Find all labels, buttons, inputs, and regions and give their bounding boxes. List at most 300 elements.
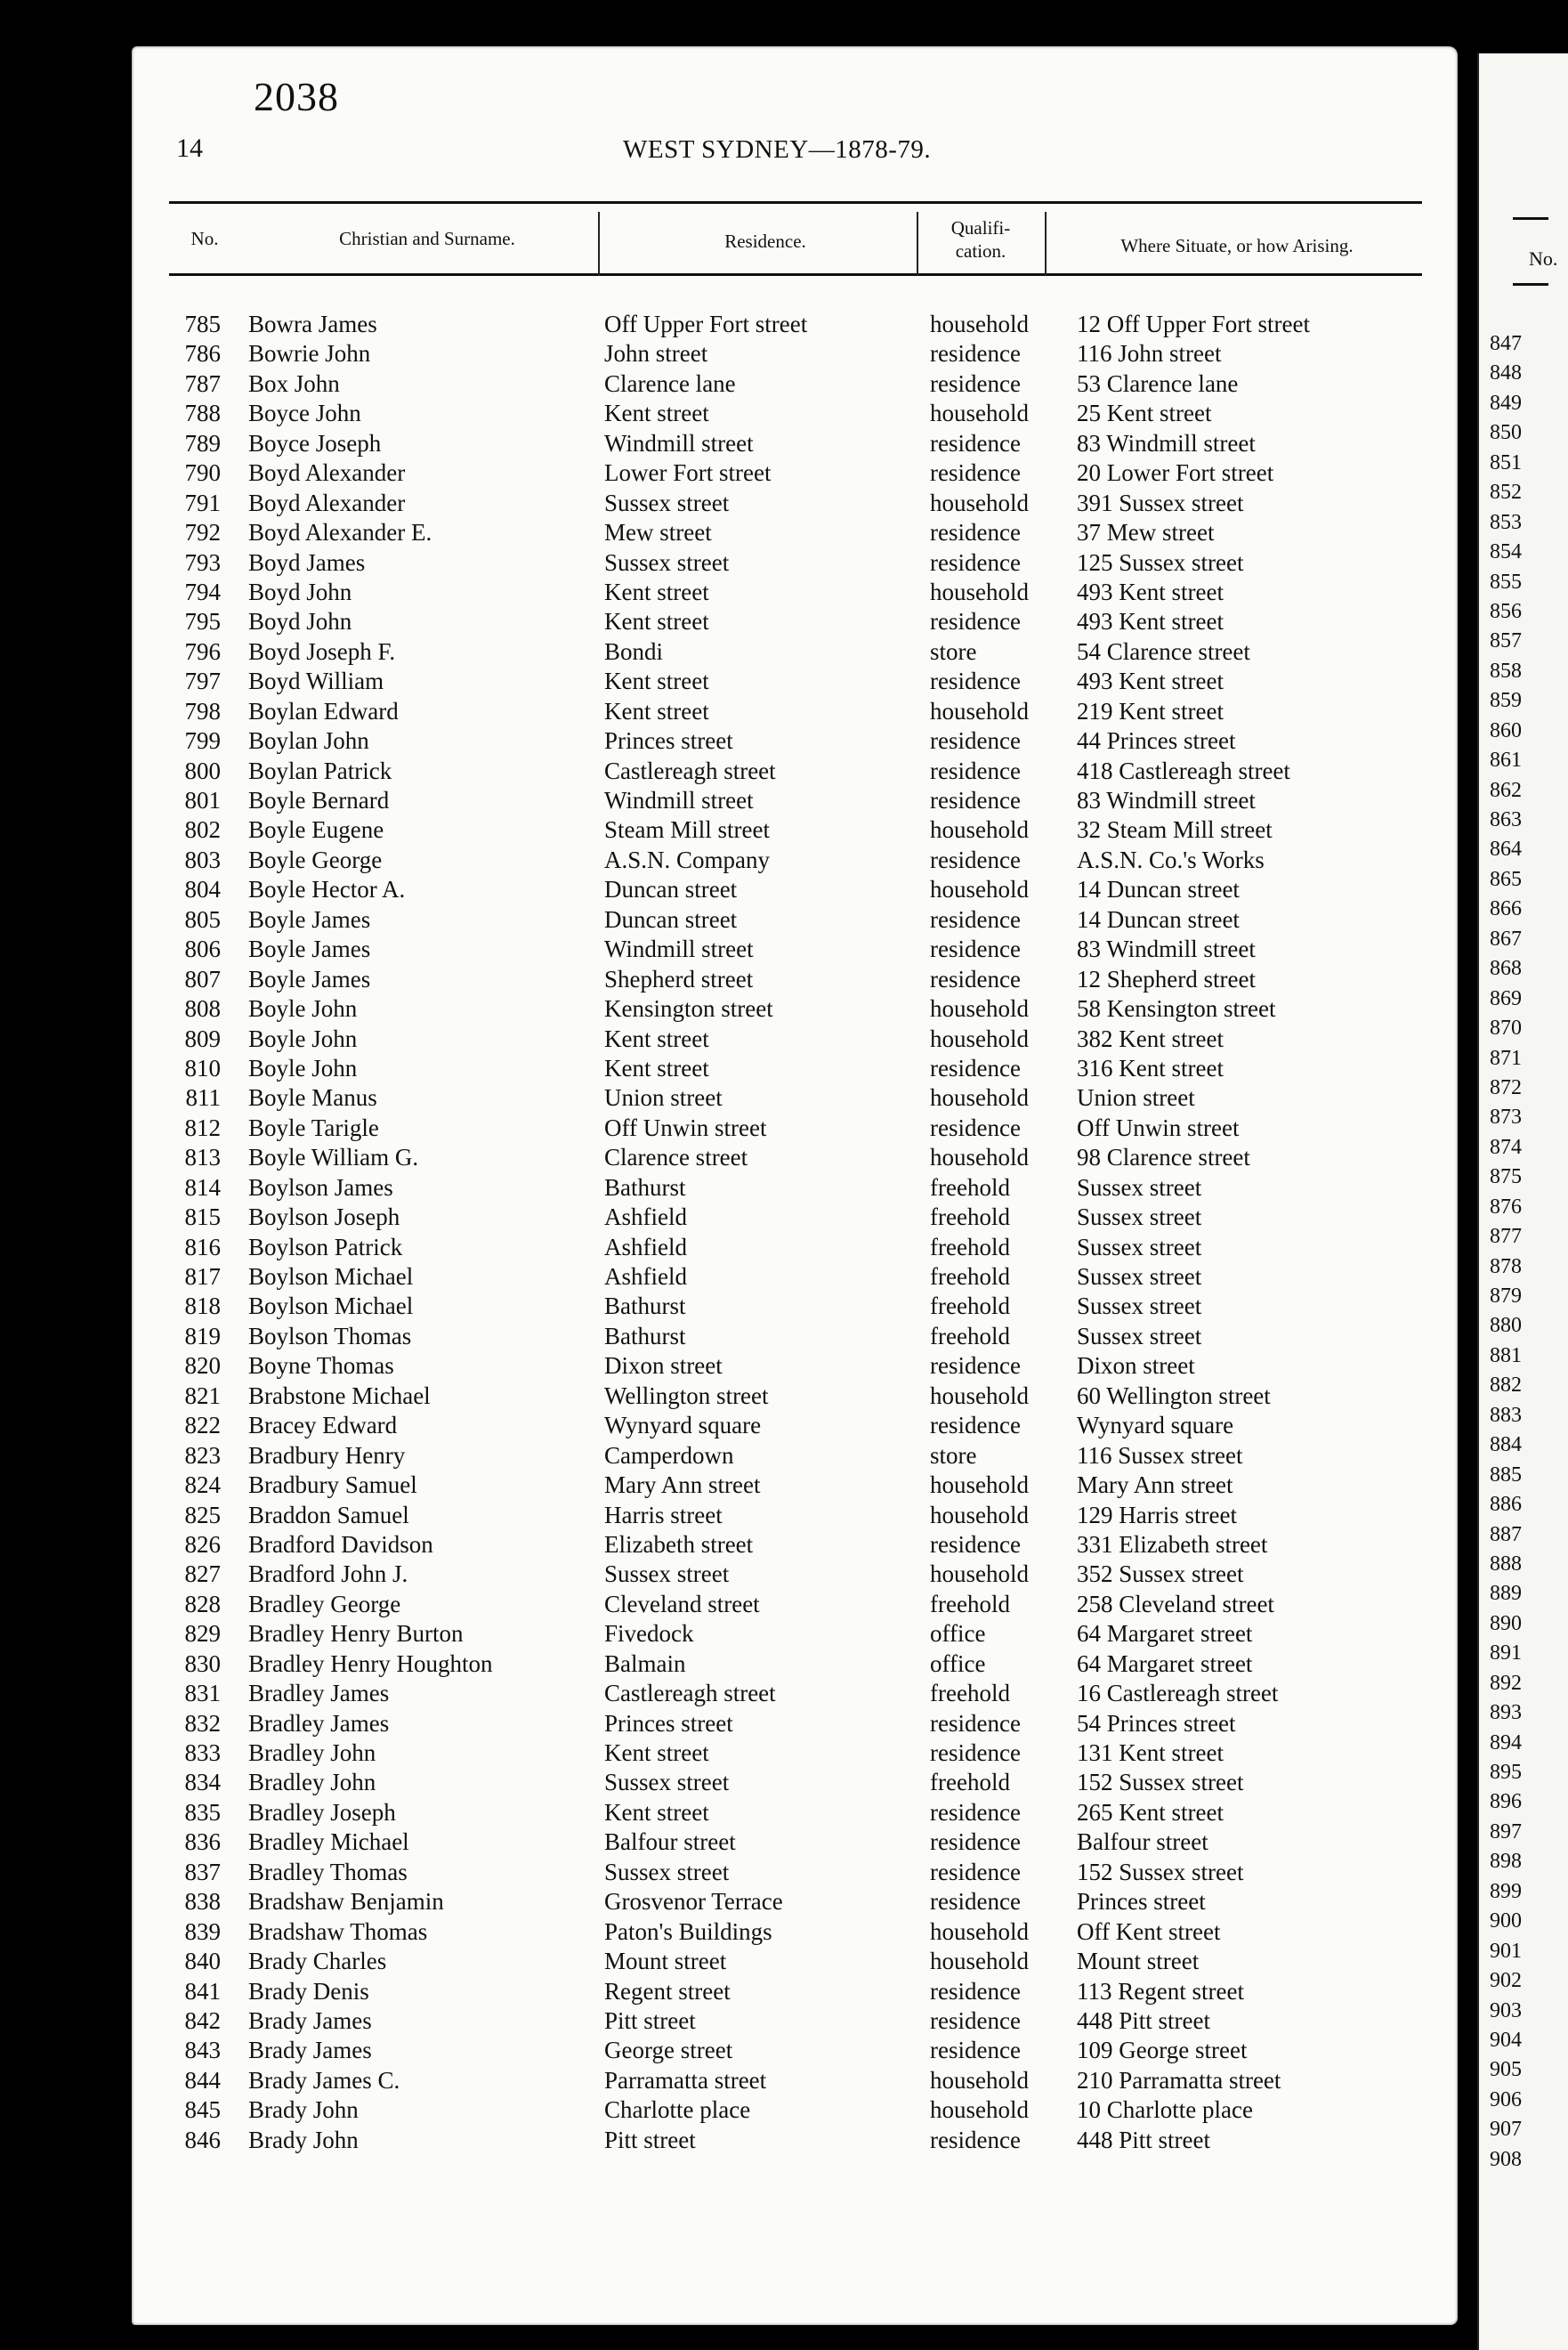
adjacent-row xyxy=(0,717,1545,746)
entry-number: 846 xyxy=(184,2126,221,2153)
adjacent-row xyxy=(0,1252,1545,1282)
adjacent-row xyxy=(0,895,1545,924)
adjacent-entry-number: 864 xyxy=(1490,838,1522,862)
adjacent-row xyxy=(0,538,1545,567)
voter-name: Bradley James xyxy=(248,1680,390,1707)
entry-number: 841 xyxy=(184,1977,221,2005)
adjacent-entry-number: 868 xyxy=(1490,957,1522,981)
adjacent-row xyxy=(0,449,1545,478)
residence: Wynyard square xyxy=(604,1412,762,1439)
voter-name: Boyd Alexander xyxy=(248,459,406,487)
voter-name: Bradley Henry Houghton xyxy=(248,1649,493,1677)
adjacent-entry-number: 872 xyxy=(1490,1075,1522,1099)
where-situate: 10 Charlotte place xyxy=(1077,2096,1253,2124)
residence: Sussex street xyxy=(604,1769,730,1796)
header-residence: Residence. xyxy=(724,231,806,252)
entry-number: 807 xyxy=(184,965,221,993)
qualification: freehold xyxy=(930,1203,1010,1231)
qualification: freehold xyxy=(930,1173,1010,1201)
where-situate: Mount street xyxy=(1077,1948,1200,1975)
adjacent-entry-number: 895 xyxy=(1490,1761,1522,1784)
voter-name: Boyle Bernard xyxy=(248,787,390,814)
entry-number: 835 xyxy=(184,1798,221,1826)
adjacent-row xyxy=(0,329,1545,359)
adjacent-entry-number: 886 xyxy=(1490,1493,1522,1517)
qualification: residence xyxy=(930,1888,1021,1916)
voter-name: Boylan John xyxy=(248,727,369,755)
entry-number: 803 xyxy=(184,846,221,873)
entry-number: 840 xyxy=(184,1948,221,1975)
entry-number: 821 xyxy=(184,1382,221,1409)
where-situate: 258 Cleveland street xyxy=(1077,1590,1274,1617)
where-situate: 116 John street xyxy=(1077,340,1222,368)
residence: Windmill street xyxy=(604,429,754,457)
entry-number: 802 xyxy=(184,816,221,844)
qualification: household xyxy=(930,2066,1029,2094)
adjacent-entry-number: 898 xyxy=(1490,1850,1522,1874)
adjacent-entry-number: 885 xyxy=(1490,1463,1522,1487)
voter-name: Bradley George xyxy=(248,1590,401,1617)
entry-number: 787 xyxy=(184,369,221,397)
adjacent-row xyxy=(0,568,1545,597)
voter-name: Brady James C. xyxy=(248,2066,400,2094)
qualification: freehold xyxy=(930,1263,1010,1290)
qualification: residence xyxy=(930,668,1021,695)
qualification: freehold xyxy=(930,1233,1010,1260)
voter-name: Brady James xyxy=(248,2006,372,2034)
adjacent-entry-number: 874 xyxy=(1490,1135,1522,1159)
adjacent-row xyxy=(0,2055,1545,2085)
adjacent-entry-number: 878 xyxy=(1490,1254,1522,1278)
where-situate: 98 Clarence street xyxy=(1077,1144,1250,1171)
header-where: Where Situate, or how Arising. xyxy=(1120,235,1354,256)
qualification: residence xyxy=(930,1054,1021,1082)
qualification: residence xyxy=(930,2037,1021,2064)
qualification: residence xyxy=(930,1798,1021,1826)
residence: Dixon street xyxy=(604,1352,723,1380)
adjacent-row xyxy=(0,1579,1545,1609)
adjacent-entry-number: 893 xyxy=(1490,1701,1522,1725)
qualification: residence xyxy=(930,548,1021,576)
entry-number: 790 xyxy=(184,459,221,487)
adjacent-row xyxy=(0,627,1545,656)
adjacent-entry-number: 902 xyxy=(1490,1969,1522,1993)
where-situate: Off Kent street xyxy=(1077,1917,1221,1945)
adjacent-row xyxy=(0,1371,1545,1400)
residence: Sussex street xyxy=(604,1858,730,1885)
voter-name: Boyd Alexander xyxy=(248,489,406,516)
adjacent-entry-numbers xyxy=(0,329,1545,2175)
residence: Grosvenor Terrace xyxy=(604,1888,783,1916)
header-qualification: Qualifi- cation. xyxy=(950,217,1011,262)
adjacent-header-rule-top xyxy=(1513,217,1548,220)
qualification: residence xyxy=(930,936,1021,963)
where-situate: 14 Duncan street xyxy=(1077,876,1240,904)
entry-number: 794 xyxy=(184,578,221,605)
where-situate: 152 Sussex street xyxy=(1077,1858,1244,1885)
adjacent-row xyxy=(0,1341,1545,1371)
voter-name: Boyd John xyxy=(248,578,352,605)
adjacent-row xyxy=(0,1520,1545,1550)
residence: Clarence lane xyxy=(604,369,736,397)
adjacent-entry-number: 888 xyxy=(1490,1552,1522,1576)
where-situate: 60 Wellington street xyxy=(1077,1382,1271,1409)
adjacent-entry-number: 875 xyxy=(1490,1165,1522,1189)
adjacent-entry-number: 904 xyxy=(1490,2028,1522,2052)
entry-number: 815 xyxy=(184,1203,221,1231)
adjacent-row xyxy=(0,359,1545,388)
adjacent-row xyxy=(0,657,1545,686)
adjacent-entry-number: 876 xyxy=(1490,1195,1522,1219)
adjacent-row xyxy=(0,1639,1545,1668)
entry-number: 845 xyxy=(184,2096,221,2124)
where-situate: 493 Kent street xyxy=(1077,668,1224,695)
where-situate: 32 Steam Mill street xyxy=(1077,816,1273,844)
column-divider xyxy=(917,212,918,276)
voter-name: Boyle Eugene xyxy=(248,816,384,844)
entry-number: 798 xyxy=(184,697,221,725)
adjacent-row xyxy=(0,1550,1545,1579)
where-situate: 83 Windmill street xyxy=(1077,429,1256,457)
where-situate: 418 Castlereagh street xyxy=(1077,757,1290,784)
header-no: No. xyxy=(190,228,219,249)
qualification: residence xyxy=(930,1977,1021,2005)
entry-number: 828 xyxy=(184,1590,221,1617)
residence: Ashfield xyxy=(604,1203,687,1231)
adjacent-entry-number: 855 xyxy=(1490,570,1522,594)
adjacent-row xyxy=(0,1937,1545,1966)
entry-number: 785 xyxy=(184,311,221,337)
adjacent-entry-number: 894 xyxy=(1490,1730,1522,1754)
voter-name: Braddon Samuel xyxy=(248,1501,409,1528)
voter-name: Boyce Joseph xyxy=(248,429,382,457)
where-situate: 64 Margaret street xyxy=(1077,1620,1253,1648)
qualification: freehold xyxy=(930,1292,1010,1320)
where-situate: 58 Kensington street xyxy=(1077,995,1276,1023)
adjacent-entry-number: 862 xyxy=(1490,778,1522,802)
voter-name: Brady John xyxy=(248,2126,359,2153)
adjacent-entry-number: 879 xyxy=(1490,1284,1522,1308)
qualification: household xyxy=(930,1948,1029,1975)
residence: Elizabeth street xyxy=(604,1530,754,1558)
residence: Union street xyxy=(604,1084,723,1112)
adjacent-entry-number: 892 xyxy=(1490,1671,1522,1695)
where-situate: 12 Shepherd street xyxy=(1077,965,1256,993)
where-situate: Sussex street xyxy=(1077,1292,1202,1320)
entry-number: 834 xyxy=(184,1769,221,1796)
voter-name: Boyle James xyxy=(248,905,371,933)
adjacent-row xyxy=(0,1401,1545,1430)
voter-name: Bradford John J. xyxy=(248,1560,408,1588)
entry-number: 825 xyxy=(184,1501,221,1528)
residence: Mew street xyxy=(604,519,712,547)
adjacent-entry-number: 905 xyxy=(1490,2058,1522,2082)
adjacent-entry-number: 882 xyxy=(1490,1374,1522,1398)
voter-name: Boylson James xyxy=(248,1173,393,1201)
where-situate: 316 Kent street xyxy=(1077,1054,1224,1082)
adjacent-row xyxy=(0,1222,1545,1252)
where-situate: 448 Pitt street xyxy=(1077,2006,1210,2034)
qualification: freehold xyxy=(930,1590,1010,1617)
entry-number: 806 xyxy=(184,936,221,963)
adjacent-entry-number: 889 xyxy=(1490,1582,1522,1606)
adjacent-entry-number: 907 xyxy=(1490,2118,1522,2142)
adjacent-row xyxy=(0,2145,1545,2175)
adjacent-entry-number: 857 xyxy=(1490,629,1522,653)
qualification: residence xyxy=(930,2126,1021,2153)
qualification: residence xyxy=(930,429,1021,457)
qualification: residence xyxy=(930,1352,1021,1380)
qualification: residence xyxy=(930,1530,1021,1558)
voter-name: Boylson Joseph xyxy=(248,1203,400,1231)
where-situate: 109 George street xyxy=(1077,2037,1248,2064)
qualification: household xyxy=(930,1560,1029,1588)
entry-number: 799 xyxy=(184,727,221,755)
residence: Mary Ann street xyxy=(604,1471,761,1499)
adjacent-entry-number: 848 xyxy=(1490,361,1522,385)
voter-name: Boyd James xyxy=(248,548,366,576)
adjacent-entry-number: 900 xyxy=(1490,1909,1522,1933)
entry-number: 844 xyxy=(184,2066,221,2094)
residence: Balfour street xyxy=(604,1828,736,1856)
entry-number: 831 xyxy=(184,1680,221,1707)
voter-name: Boyle William G. xyxy=(248,1144,419,1171)
column-divider xyxy=(1045,212,1047,276)
adjacent-entry-number: 871 xyxy=(1490,1046,1522,1070)
running-title: WEST SYDNEY—1878-79. xyxy=(623,135,932,164)
voter-name: Boyle Manus xyxy=(248,1084,377,1112)
adjacent-entry-number: 884 xyxy=(1490,1433,1522,1457)
where-situate: 83 Windmill street xyxy=(1077,787,1256,814)
residence: Castlereagh street xyxy=(604,757,776,784)
voter-name: Bowra James xyxy=(248,311,377,337)
adjacent-entry-number: 851 xyxy=(1490,450,1522,474)
entry-number: 819 xyxy=(184,1322,221,1349)
where-situate: 152 Sussex street xyxy=(1077,1769,1244,1796)
residence: Kent street xyxy=(604,1798,709,1826)
voter-name: Boylson Patrick xyxy=(248,1233,403,1260)
entry-number: 789 xyxy=(184,429,221,457)
qualification: residence xyxy=(930,965,1021,993)
residence: Sussex street xyxy=(604,548,730,576)
qualification: household xyxy=(930,1501,1029,1528)
residence: Ashfield xyxy=(604,1263,687,1290)
voter-name: Bradbury Henry xyxy=(248,1441,406,1469)
adjacent-row xyxy=(0,686,1545,716)
residence: Off Unwin street xyxy=(604,1114,767,1141)
adjacent-entry-number: 897 xyxy=(1490,1819,1522,1844)
qualification: residence xyxy=(930,905,1021,933)
qualification: household xyxy=(930,311,1029,337)
qualification: freehold xyxy=(930,1322,1010,1349)
where-situate: Off Unwin street xyxy=(1077,1114,1240,1141)
voter-name: Bradford Davidson xyxy=(248,1530,433,1558)
where-situate: 382 Kent street xyxy=(1077,1025,1224,1052)
page-stamp: 2038 xyxy=(254,74,339,119)
residence: Pitt street xyxy=(604,2126,696,2153)
qualification: household xyxy=(930,876,1029,904)
where-situate: 331 Elizabeth street xyxy=(1077,1530,1268,1558)
adjacent-row xyxy=(0,1490,1545,1519)
entry-number: 838 xyxy=(184,1888,221,1916)
entry-number: 808 xyxy=(184,995,221,1023)
residence: Castlereagh street xyxy=(604,1680,776,1707)
residence: Duncan street xyxy=(604,876,738,904)
entry-number: 837 xyxy=(184,1858,221,1885)
header-rule-top xyxy=(169,201,1422,204)
entry-number: 843 xyxy=(184,2037,221,2064)
residence: George street xyxy=(604,2037,733,2064)
voter-name: Bradley Michael xyxy=(248,1828,409,1856)
qualification: store xyxy=(930,637,977,665)
residence: Bathurst xyxy=(604,1292,686,1320)
where-situate: Dixon street xyxy=(1077,1352,1195,1380)
qualification: residence xyxy=(930,519,1021,547)
qualification: freehold xyxy=(930,1680,1010,1707)
qualification: household xyxy=(930,816,1029,844)
header-name: Christian and Surname. xyxy=(339,228,515,249)
voter-name: Boyne Thomas xyxy=(248,1352,394,1380)
where-situate: 129 Harris street xyxy=(1077,1501,1237,1528)
residence: Windmill street xyxy=(604,787,754,814)
where-situate: Sussex street xyxy=(1077,1203,1202,1231)
adjacent-row xyxy=(0,389,1545,418)
voter-name: Bradley Thomas xyxy=(248,1858,408,1885)
voter-name: Brady John xyxy=(248,2096,359,2124)
residence: Kent street xyxy=(604,578,709,605)
qualification: residence xyxy=(930,1828,1021,1856)
adjacent-entry-number: 867 xyxy=(1490,927,1522,951)
where-situate: 37 Mew street xyxy=(1077,519,1215,547)
adjacent-entry-number: 908 xyxy=(1490,2147,1522,2171)
entry-number: 810 xyxy=(184,1054,221,1082)
entry-number: 814 xyxy=(184,1173,221,1201)
residence: Shepherd street xyxy=(604,965,754,993)
entry-number: 809 xyxy=(184,1025,221,1052)
where-situate: 16 Castlereagh street xyxy=(1077,1680,1279,1707)
residence: Regent street xyxy=(604,1977,731,2005)
adjacent-entry-number: 899 xyxy=(1490,1879,1522,1903)
where-situate: 12 Off Upper Fort street xyxy=(1077,311,1310,337)
adjacent-entry-number: 863 xyxy=(1490,808,1522,831)
entry-number: 829 xyxy=(184,1620,221,1648)
adjacent-entry-number: 854 xyxy=(1490,540,1522,564)
adjacent-entry-number: 852 xyxy=(1490,481,1522,505)
adjacent-row xyxy=(0,1818,1545,1847)
adjacent-row xyxy=(0,1282,1545,1311)
voter-name: Boyle James xyxy=(248,936,371,963)
adjacent-row xyxy=(0,2086,1545,2115)
residence: Bathurst xyxy=(604,1322,686,1349)
qualification: residence xyxy=(930,757,1021,784)
voter-name: Bradley James xyxy=(248,1709,390,1737)
column-divider xyxy=(598,212,600,276)
qualification: residence xyxy=(930,846,1021,873)
where-situate: 352 Sussex street xyxy=(1077,1560,1244,1588)
adjacent-entry-number: 877 xyxy=(1490,1225,1522,1249)
entry-number: 797 xyxy=(184,668,221,695)
residence: John street xyxy=(604,340,708,368)
entry-number: 818 xyxy=(184,1292,221,1320)
where-situate: Princes street xyxy=(1077,1888,1206,1916)
adjacent-row xyxy=(0,925,1545,954)
voter-name: Boylan Edward xyxy=(248,697,399,725)
adjacent-entry-number: 890 xyxy=(1490,1611,1522,1635)
entry-number: 823 xyxy=(184,1441,221,1469)
adjacent-row xyxy=(0,1729,1545,1758)
residence: Kent street xyxy=(604,1054,709,1082)
voter-name: Boyle George xyxy=(248,846,383,873)
adjacent-row xyxy=(0,1758,1545,1787)
entry-number: 826 xyxy=(184,1530,221,1558)
voter-name: Boylan Patrick xyxy=(248,757,392,784)
voter-name: Bradley John xyxy=(248,1739,376,1766)
residence: Kent street xyxy=(604,1025,709,1052)
entry-number: 816 xyxy=(184,1233,221,1260)
entry-number: 788 xyxy=(184,400,221,427)
adjacent-entry-number: 891 xyxy=(1490,1641,1522,1665)
entry-number: 822 xyxy=(184,1412,221,1439)
residence: Windmill street xyxy=(604,936,754,963)
adjacent-entry-number: 881 xyxy=(1490,1343,1522,1367)
where-situate: Wynyard square xyxy=(1077,1412,1234,1439)
residence: Kent street xyxy=(604,1739,709,1766)
qualification: residence xyxy=(930,1858,1021,1885)
where-situate: 25 Kent street xyxy=(1077,400,1212,427)
voter-name: Boyd Alexander E. xyxy=(248,519,432,547)
where-situate: 14 Duncan street xyxy=(1077,905,1240,933)
where-situate: 391 Sussex street xyxy=(1077,489,1244,516)
voter-name: Bradley John xyxy=(248,1769,376,1796)
qualification: household xyxy=(930,2096,1029,2124)
where-situate: 83 Windmill street xyxy=(1077,936,1256,963)
adjacent-row xyxy=(0,806,1545,835)
qualification: household xyxy=(930,1025,1029,1052)
voter-name: Brady Charles xyxy=(248,1948,387,1975)
adjacent-entry-number: 847 xyxy=(1490,332,1522,355)
voter-name: Boyd John xyxy=(248,608,352,636)
voter-name: Boyle Tarigle xyxy=(248,1114,379,1141)
adjacent-row xyxy=(0,597,1545,627)
adjacent-row xyxy=(0,776,1545,806)
where-situate: Sussex street xyxy=(1077,1173,1202,1201)
adjacent-row xyxy=(0,508,1545,538)
residence: Cleveland street xyxy=(604,1590,760,1617)
adjacent-entry-number: 906 xyxy=(1490,2087,1522,2111)
adjacent-row xyxy=(0,865,1545,895)
residence: Wellington street xyxy=(604,1382,769,1409)
qualification: household xyxy=(930,1917,1029,1945)
qualification: residence xyxy=(930,608,1021,636)
where-situate: 20 Lower Fort street xyxy=(1077,459,1274,487)
adjacent-row xyxy=(0,2026,1545,2055)
qualification: residence xyxy=(930,340,1021,368)
adjacent-row xyxy=(0,835,1545,864)
voter-name: Bracey Edward xyxy=(248,1412,398,1439)
where-situate: 116 Sussex street xyxy=(1077,1441,1243,1469)
adjacent-entry-number: 880 xyxy=(1490,1314,1522,1338)
where-situate: Sussex street xyxy=(1077,1322,1202,1349)
voter-name: Bradley Henry Burton xyxy=(248,1620,464,1648)
residence: Kent street xyxy=(604,400,709,427)
residence: Kent street xyxy=(604,697,709,725)
adjacent-row xyxy=(0,418,1545,448)
where-situate: 448 Pitt street xyxy=(1077,2126,1210,2153)
adjacent-entry-number: 901 xyxy=(1490,1939,1522,1963)
residence: Fivedock xyxy=(604,1620,694,1648)
residence: Harris street xyxy=(604,1501,723,1528)
adjacent-row xyxy=(0,1997,1545,2026)
